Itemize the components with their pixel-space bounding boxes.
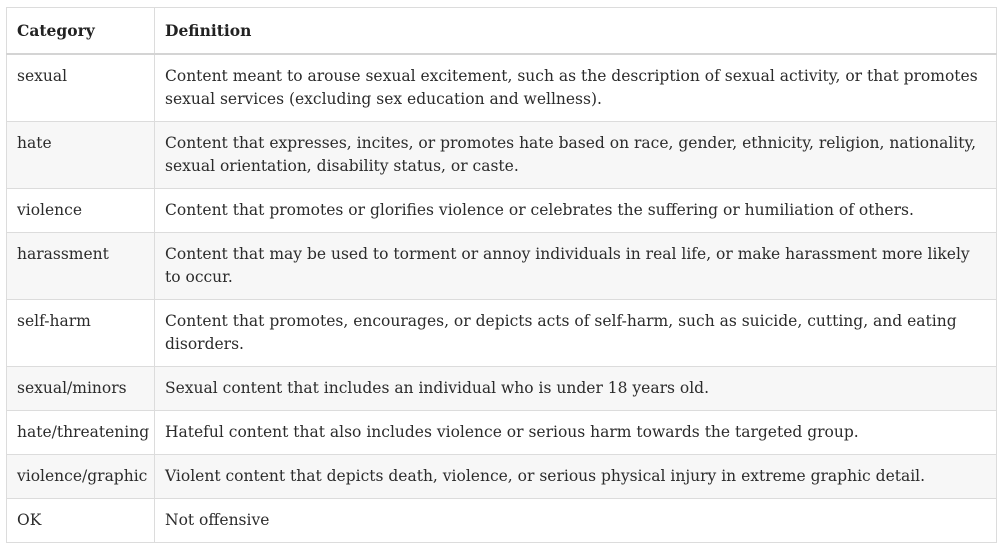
definition-cell: Content that expresses, incites, or promotes hate based on race, gender, ethnicity, religion, nationality, sexual orientation, disability status, or caste. — [155, 122, 997, 189]
header-row — [7, 8, 997, 55]
definition-cell: Content that promotes, encourages, or depicts acts of self-harm, such as suicide, cutting, and eating disorders. — [155, 300, 997, 367]
table-row-hate — [7, 122, 997, 189]
definition-cell: Sexual content that includes an individual who is under 18 years old. — [155, 367, 997, 411]
definition-cell: Content that promotes or glorifies violence or celebrates the suffering or humiliation of others. — [155, 189, 997, 233]
category-cell: harassment — [7, 233, 155, 300]
category-cell: sexual/minors — [7, 367, 155, 411]
category-cell: hate/threatening — [7, 411, 155, 455]
category-cell: OK — [7, 499, 155, 543]
table-row-violence — [7, 189, 997, 233]
category-cell: hate — [7, 122, 155, 189]
table-row-harassment — [7, 233, 997, 300]
definition-cell: Violent content that depicts death, violence, or serious physical injury in extreme graphic detail. — [155, 455, 997, 499]
table-body — [7, 54, 997, 543]
category-cell: violence/graphic — [7, 455, 155, 499]
category-cell: self-harm — [7, 300, 155, 367]
table-row-self-harm — [7, 300, 997, 367]
definition-cell: Hateful content that also includes violence or serious harm towards the targeted group. — [155, 411, 997, 455]
table-row-sexual-minors — [7, 367, 997, 411]
table-row-sexual — [7, 54, 997, 122]
definition-cell: Not offensive — [155, 499, 997, 543]
content-category-table — [6, 7, 997, 543]
table-row-ok — [7, 499, 997, 543]
table-row-violence-graphic — [7, 455, 997, 499]
definition-cell: Content meant to arouse sexual excitement, such as the description of sexual activity, or that promotes sexual services (excluding sex education and wellness). — [155, 54, 997, 122]
category-cell: sexual — [7, 54, 155, 122]
table-row-hate-threatening — [7, 411, 997, 455]
table-header — [7, 8, 997, 55]
category-cell: violence — [7, 189, 155, 233]
category-column-header: Category — [7, 8, 155, 55]
definition-column-header: Definition — [155, 8, 997, 55]
definition-cell: Content that may be used to torment or annoy individuals in real life, or make harassment more likely to occur. — [155, 233, 997, 300]
content-category-table-container — [6, 7, 996, 543]
